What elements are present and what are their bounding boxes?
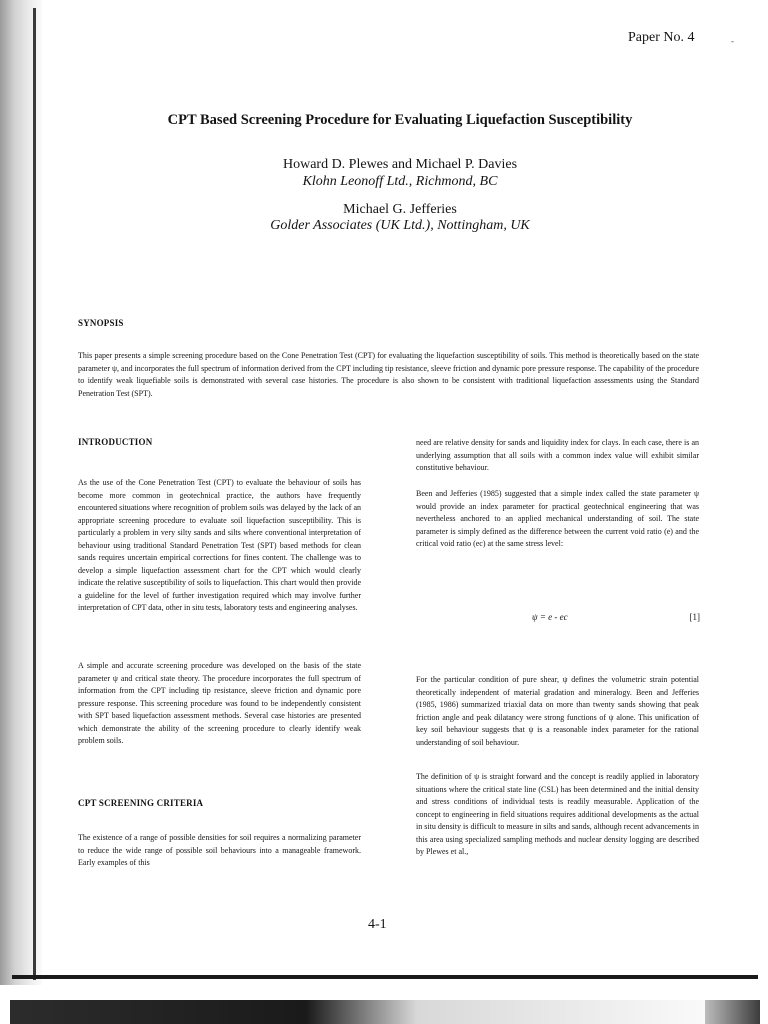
right-paragraph-1: need are relative density for sands and liquidity index for clays. In each case, there is an underlying assumption that all soils with a common index value will exhibit similar constitutive behaviour.	[416, 438, 699, 472]
author-names-2: Michael G. Jefferies	[343, 202, 457, 217]
right-paragraph-2: Been and Jefferies (1985) suggested that a simple index called the state parameter ψ would provide an index parameter for practical geotechnical engineering that was nevertheless anchored to an applied mechanical understanding of soil. The state parameter is simply defined as the difference between the current void ratio (e) and the critical void ratio (ec) at the same stress level:	[416, 489, 699, 548]
stray-mark: -	[731, 36, 734, 46]
page-number: 4-1	[368, 917, 387, 932]
right-paragraph-3: For the particular condition of pure shear, ψ defines the volumetric strain potential theoretically independent of material gradation and mineralogy. Been and Jefferies (1985, 1986) summarized triaxial data on more than twenty sands showing that peak friction angle and peak dilatancy were strong functions of ψ alone. This unification of key soil behaviour suggests that ψ is a reasonable index parameter for the rational understanding of soil behaviour.	[416, 675, 699, 747]
equation-expression: ψ = e - ec	[532, 612, 568, 622]
paper-number: Paper No. 4	[628, 30, 695, 45]
page-spine-line	[33, 8, 36, 980]
author-affiliation-2: Golder Associates (UK Ltd.), Nottingham, UK	[270, 218, 530, 233]
paper-title: CPT Based Screening Procedure for Evaluating Liquefaction Susceptibility	[167, 112, 633, 128]
equation-number: [1]	[689, 612, 700, 622]
page-bottom-edge	[12, 975, 758, 979]
introduction-paragraph-1: As the use of the Cone Penetration Test (CPT) to evaluate the behaviour of soils has become more common in geotechnical practice, the authors have frequently encountered situations where recognition of problem soils was delayed by the lack of an appropriate screening procedure to evaluate soil liquefaction susceptibility. This is particularly a problem in very silty sands and silts where conventional interpretation of behaviour using traditional Standard Penetration Test (SPT) based methods for clean sands requires uncertain empirical corrections for fines content. The challenge was to develop a simple liquefaction assessment chart for the CPT which would clearly indicate the relative susceptibility of soils to liquefaction. This chart would then provide a guideline for the level of further investigation required which may involve further interpretation of CPT data, other in situ tests, laboratory tests and engineering analyses.	[78, 478, 361, 612]
author-affiliation-1: Klohn Leonoff Ltd., Richmond, BC	[302, 174, 498, 189]
scan-bottom-strip	[10, 1000, 750, 1024]
cpt-criteria-paragraph-1: The existence of a range of possible densities for soil requires a normalizing parameter to reduce the wide range of possible soil behaviours into a manageable framework. Early examples of this	[78, 833, 361, 867]
introduction-paragraph-2: A simple and accurate screening procedure was developed on the basis of the state parameter ψ and critical state theory. The procedure incorporates the full spectrum of information from the CPT including tip resistance, sleeve friction and dynamic pore pressure response. This screening procedure was found to be independently consistent with SPT based liquefaction assessment methods. Several case histories are presented which demonstrate the ability of the screening procedure to clearly identify weak problem soils.	[78, 661, 361, 745]
scan-bottom-corner	[705, 1000, 760, 1024]
right-paragraph-4: The definition of ψ is straight forward and the concept is readily applied in laboratory situations where the critical state line (CSL) has been determined and the initial density and stress conditions of individual tests is readily measurable. Application of the concept to engineering in field situations requires additional developments as the actual in situ density is difficult to measure in silts and sands, although recent advancements in this area using specialized sampling methods and nuclear density logging are described by Plewes et al.,	[416, 772, 699, 856]
cpt-criteria-heading: CPT SCREENING CRITERIA	[78, 798, 204, 808]
synopsis-heading: SYNOPSIS	[78, 318, 124, 328]
author-names-1: Howard D. Plewes and Michael P. Davies	[282, 157, 518, 172]
introduction-heading: INTRODUCTION	[78, 437, 153, 447]
synopsis-text: This paper presents a simple screening procedure based on the Cone Penetration Test (CPT) for evaluating the liquefaction susceptibility of soils. This method is theoretically based on the state parameter ψ, and incorporates the full spectrum of information derived from the CPT including tip resistance, sleeve friction and dynamic pore pressure response. The capability of the procedure to identify weak liquefiable soils is demonstrated with several case histories. The procedure is also shown to be consistent with traditional liquefaction assessments using the Standard Penetration Test (SPT).	[78, 351, 699, 398]
